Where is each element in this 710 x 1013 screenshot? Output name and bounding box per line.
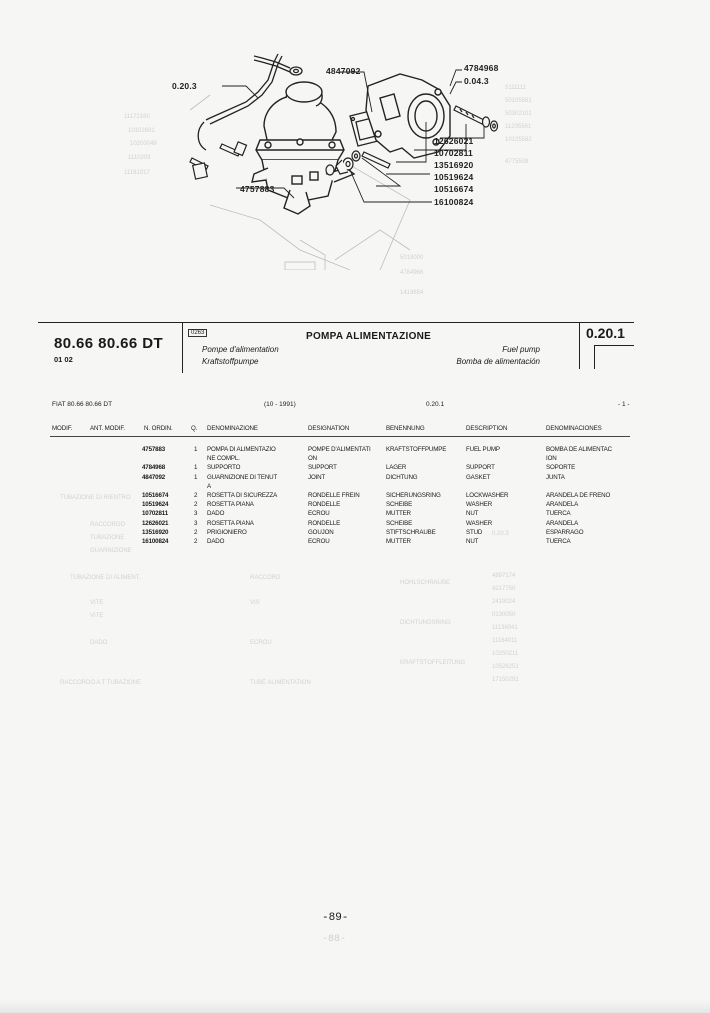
cell-en: STUD — [466, 528, 483, 536]
cell-es: SOPORTE — [546, 464, 576, 472]
cell-code: 12626021 — [142, 519, 169, 527]
page-number-bleed: -88- — [322, 934, 347, 945]
cell-fr: POMPE D'ALIMENTATI — [308, 446, 371, 453]
cell-de: SCHEIBE — [386, 501, 413, 509]
callout-0-04-3: 0.04.3 — [464, 76, 489, 86]
header-description: DESCRIPTION — [466, 425, 508, 432]
divider — [594, 345, 634, 346]
cell-code: 4757883 — [142, 446, 166, 453]
cell-fr: SUPPORT — [308, 464, 337, 472]
cell-es: JUNTA — [546, 473, 565, 481]
cell-it: ROSETTA DI SICUREZZA — [207, 492, 278, 499]
header-modif: MODIF. — [52, 425, 73, 432]
cell-qty: 2 — [194, 538, 198, 545]
cell-de: LAGER — [386, 464, 407, 472]
cell-de: DICHTUNG — [386, 473, 418, 481]
table-page: - 1 - — [618, 401, 630, 408]
cell-en: LOCKWASHER — [466, 492, 509, 499]
cell-code: 4784968 — [142, 464, 166, 472]
page-number: -89- — [322, 912, 349, 924]
cell-es: TUERCA — [546, 510, 571, 518]
cell-es: ARANDELA — [546, 519, 579, 527]
table-date: (10 - 1991) — [264, 401, 296, 408]
cell-en: WASHER — [466, 519, 493, 527]
cell-qty: 2 — [194, 501, 198, 509]
cell-de: MUTTER — [386, 510, 411, 518]
cell-code: 10519624 — [142, 501, 169, 509]
cell-code: 4847092 — [142, 473, 166, 481]
cell-de: KRAFTSTOFFPUMPE — [386, 446, 447, 453]
cell-es: ION — [546, 455, 557, 463]
header-denominaciones: DENOMINACIONES — [546, 425, 602, 432]
header-n-ordin: N. ORDIN. — [144, 425, 173, 432]
table-model: FIAT 80.66 80.66 DT — [52, 401, 113, 408]
section-reference: 0.20.1 — [586, 325, 625, 341]
catalog-page: 11172160 10102691 10200049 1110203 11161017 5111111 50105561 50302101 11205561 10125582 4775508 5019000 4784966 1419654 0.20.3 4897174 4217750 2419024 0130050 11136041 11164011 10250211 10526251 17150291 TUBAZIONE DI RIENTRO RACCORDO TUBAZIONE GUARNIZIONE TUBAZIONE DI ALIMENT. VITE VITE DADO RACCORDO A T TUBAZIONE RACCORD VIS ECROU TUBE ALIMENTATION HOHLSCHRAUBE DICHTUNGSRING KRAFTSTOFFLEITUNG 0.20.3 4847092 4784968 0.04.3 12626021 10702811 13516920 10519624 10516674 16100824 4757883 80.66 80.66 DT 01 02 0263 POMPA ALIMENTAZIONE Pompe d'alimentation Kraftstoffpumpe Fuel pump Bomba de alimentación 0.20.1 FIAT 80.66 80.66 DT (10 - 1991) 0.20.1 - 1 - MODIF. ANT. MODIF. N. ORDIN. Q. DENOMINAZIONE DESIGNATION BENENNUNG DESCRIPTION DENOMINACIONES 4757883 1 POMPA DI ALIMENTAZIO POMPE D'ALIMENTATI KRAFTSTOFFPUMPE FUEL PUMP BOMBA DE ALIMENTAC NE COMPL. ON ION 4784968 1 SUPPORTO SUPPORT LAGER SUPPORT SOPORTE 4847092 1 GUARNIZIONE DI TENUT JOINT DICHTUNG GASKET JUNTA A 10516674 2 ROSETTA DI SICUREZZA RONDELLE FREIN SICHERUNGSRING LOCKWASHER ARANDELA DE FRENO 10519624 2 ROSETTA PIANA RONDELLE SCHEIBE WASHER ARANDELA 10702811 3 DADO ECROU MUTTER NUT TUERCA 12626021 3 ROSETTA PIANA RONDELLE SCHEIBE WASHER ARANDELA 13516920 2 PRIGIONIERO GOUJON STIFTSCHRAUBE STUD ESPARRAGO 16100824 2 DADO ECROU MUTTER NUT TUERCA -89- -88- — [0, 0, 710, 1013]
cell-en: GASKET — [466, 473, 491, 481]
cell-fr: RONDELLE FREIN — [308, 492, 360, 499]
callout-10519624: 10519624 — [434, 172, 474, 182]
model-subcode: 01 02 — [54, 355, 73, 364]
callout-10516674: 10516674 — [434, 184, 474, 194]
table-row — [0, 446, 710, 455]
table-ref: 0.20.1 — [426, 401, 445, 408]
cell-qty: 1 — [194, 464, 198, 472]
cell-en: FUEL PUMP — [466, 446, 500, 453]
section-title-es: Bomba de alimentación — [456, 357, 540, 366]
callout-13516920: 13516920 — [434, 160, 474, 170]
cell-code: 13516920 — [142, 528, 169, 536]
cell-es: TUERCA — [546, 538, 571, 545]
cell-it: GUARNIZIONE DI TENUT — [207, 473, 278, 481]
cell-es: ARANDELA — [546, 501, 579, 509]
divider — [182, 323, 183, 373]
cell-qty: 3 — [194, 519, 198, 527]
cell-de: SICHERUNGSRING — [386, 492, 441, 499]
table-row — [0, 501, 710, 510]
cell-it: DADO — [207, 538, 225, 545]
cell-es: BOMBA DE ALIMENTAC — [546, 446, 612, 453]
cell-fr: RONDELLE — [308, 501, 341, 509]
header-denominazione: DENOMINAZIONE — [207, 425, 258, 432]
cell-qty: 3 — [194, 510, 198, 518]
cell-fr: ECROU — [308, 538, 330, 545]
cell-en: NUT — [466, 538, 479, 545]
cell-it: ROSETTA PIANA — [207, 501, 254, 509]
table-row — [0, 520, 710, 529]
group-code: 0263 — [188, 329, 207, 337]
section-title-fr: Pompe d'alimentation — [202, 345, 279, 354]
table-row — [0, 529, 710, 538]
callout-4847092: 4847092 — [326, 66, 361, 76]
cell-qty: 2 — [194, 528, 198, 536]
cell-it: SUPPORTO — [207, 464, 241, 472]
cell-it: A — [207, 482, 211, 490]
divider — [594, 345, 595, 369]
section-title-de: Kraftstoffpumpe — [202, 357, 259, 366]
cell-fr: GOUJON — [308, 528, 334, 536]
cell-fr: JOINT — [308, 473, 326, 481]
table-row — [0, 455, 710, 464]
header-designation: DESIGNATION — [308, 425, 350, 432]
callout-10702811: 10702811 — [434, 148, 473, 158]
section-title: POMPA ALIMENTAZIONE — [306, 331, 432, 342]
cell-en: WASHER — [466, 501, 493, 509]
exploded-parts-diagram — [150, 40, 530, 270]
cell-it: POMPA DI ALIMENTAZIO — [207, 446, 276, 453]
callout-4757883: 4757883 — [240, 184, 275, 194]
cell-de: MUTTER — [386, 538, 411, 545]
model-title: 80.66 80.66 DT — [54, 335, 164, 352]
cell-it: ROSETTA PIANA — [207, 519, 254, 527]
cell-de: STIFTSCHRAUBE — [386, 528, 436, 536]
cell-qty: 2 — [194, 492, 198, 499]
cell-code: 16100824 — [142, 538, 169, 545]
header-benennung: BENENNUNG — [386, 425, 425, 432]
cell-en: NUT — [466, 510, 479, 518]
section-title-en: Fuel pump — [502, 345, 540, 354]
header-q: Q. — [191, 425, 198, 432]
table-row — [0, 510, 710, 519]
scan-edge — [0, 1000, 710, 1013]
table-row — [0, 474, 710, 483]
callout-16100824: 16100824 — [434, 197, 474, 207]
header-ant-modif: ANT. MODIF. — [90, 425, 125, 432]
cell-it: DADO — [207, 510, 225, 518]
cell-code: 10702811 — [142, 510, 168, 518]
callout-0-20-3: 0.20.3 — [172, 81, 197, 91]
cell-it: PRIGIONIERO — [207, 528, 247, 536]
cell-es: ESPARRAGO — [546, 528, 584, 536]
table-row — [0, 492, 710, 501]
cell-it: NE COMPL. — [207, 455, 240, 463]
cell-de: SCHEIBE — [386, 519, 413, 527]
cell-fr: ECROU — [308, 510, 330, 518]
table-row — [0, 483, 710, 492]
section-title-block — [38, 322, 634, 374]
cell-qty: 1 — [194, 473, 198, 481]
cell-qty: 1 — [194, 446, 198, 453]
table-row — [0, 464, 710, 473]
divider — [579, 323, 580, 369]
cell-fr: ON — [308, 455, 317, 463]
header-rule — [50, 436, 630, 437]
cell-fr: RONDELLE — [308, 519, 341, 527]
cell-en: SUPPORT — [466, 464, 495, 472]
callout-4784968: 4784968 — [464, 63, 499, 73]
table-row — [0, 538, 710, 547]
callout-12626021: 12626021 — [434, 136, 474, 146]
cell-es: ARANDELA DE FRENO — [546, 492, 611, 499]
cell-code: 10516674 — [142, 492, 169, 499]
